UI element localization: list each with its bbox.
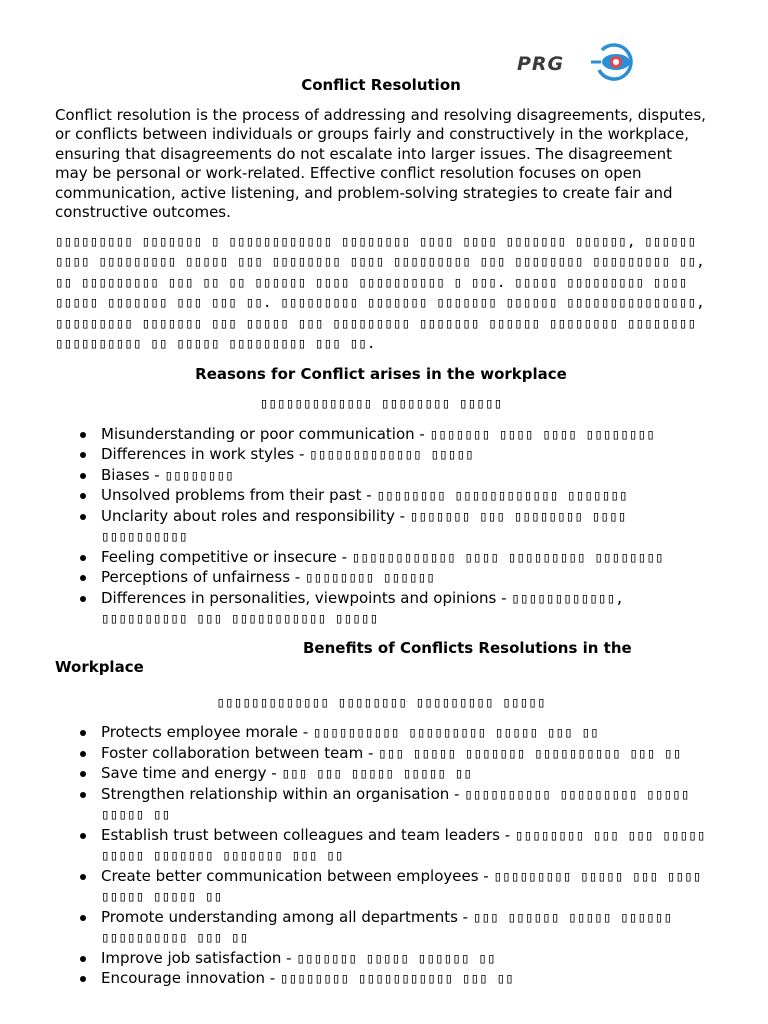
item-hindi: ▯▯▯▯▯▯▯▯▯▯▯▯ ▯▯▯▯ ▯▯▯▯▯▯▯▯▯ ▯▯▯▯▯▯▯▯ [351, 549, 664, 566]
intro-paragraph-hindi [55, 232, 707, 355]
bullet-icon [80, 432, 86, 438]
item-hindi: ▯▯▯▯▯▯▯▯▯▯ ▯▯▯▯▯▯▯▯▯ ▯▯▯▯▯ ▯▯▯ ▯▯ [312, 725, 599, 741]
item-english: Misunderstanding or poor communication - [101, 424, 430, 443]
bullet-icon [80, 771, 86, 777]
page-title: Conflict Resolution [301, 76, 461, 94]
bullet-icon [80, 792, 86, 798]
bullet-icon [80, 874, 86, 880]
item-english: Promote understanding among all departments - [101, 907, 473, 926]
item-hindi: ▯▯▯▯▯▯▯▯ ▯▯▯ ▯▯▯ ▯▯▯▯▯ ▯▯▯▯▯ ▯▯▯▯▯▯▯ ▯▯▯▯▯▯▯ ▯▯▯ ▯▯ [101, 827, 706, 864]
document-body [55, 0, 707, 990]
reasons-heading: Reasons for Conflict arises in the workplace [195, 364, 567, 383]
item-hindi: ▯▯▯▯▯▯▯▯▯▯▯▯▯ ▯▯▯▯▯ [309, 447, 474, 463]
bullet-icon [80, 473, 86, 479]
bullet-icon [80, 915, 86, 921]
bullet-icon [80, 976, 86, 982]
bullet-icon [80, 596, 86, 602]
bullet-icon [80, 730, 86, 736]
list-item [101, 744, 707, 765]
item-english: Unclarity about roles and responsibility - [101, 506, 410, 525]
item-english: Unsolved problems from their past - [101, 486, 377, 504]
list-item [101, 507, 707, 548]
item-english: Protects employee morale - [101, 723, 313, 741]
item-hindi: ▯▯▯ ▯▯▯▯▯▯ ▯▯▯▯▯ ▯▯▯▯▯▯ ▯▯▯▯▯▯▯▯▯▯ ▯▯▯ ▯▯ [101, 909, 673, 946]
item-english: Feeling competitive or insecure - [101, 547, 352, 566]
benefits-list [55, 723, 707, 990]
list-item [101, 723, 707, 744]
list-item [101, 969, 707, 990]
item-english: Biases - [101, 465, 165, 484]
item-hindi: ▯▯▯▯▯▯▯ ▯▯▯ ▯▯▯▯▯▯▯▯ ▯▯▯▯ ▯▯▯▯▯▯▯▯▯▯ [101, 508, 627, 545]
item-hindi: ▯▯▯▯▯▯▯▯ [164, 467, 234, 484]
list-item [101, 466, 707, 487]
item-english: Save time and energy - [101, 764, 282, 782]
bullet-icon [80, 493, 86, 499]
item-english: Establish trust between colleagues and team leaders - [101, 825, 515, 844]
list-item [101, 589, 707, 630]
item-english: Perceptions of unfairness - [101, 568, 305, 586]
bullet-icon [80, 452, 86, 458]
list-item [101, 568, 707, 589]
bullet-icon [80, 575, 86, 581]
list-item [101, 867, 707, 908]
list-item [101, 445, 707, 466]
item-hindi: ▯▯▯ ▯▯▯▯▯ ▯▯▯▯▯▯▯ ▯▯▯▯▯▯▯▯▯▯ ▯▯▯ ▯▯ [378, 745, 682, 762]
bullet-icon [80, 956, 86, 962]
list-item [101, 949, 707, 970]
item-english: Improve job satisfaction - [101, 948, 297, 967]
reasons-heading-hindi [55, 394, 707, 415]
bullet-icon [80, 751, 86, 757]
intro-paragraph-english: Conflict resolution is the process of addressing and resolving disagreements, disputes, or conflicts between individuals or groups fairly and constructively in the workplace, ensuring that disagreements do not escalate into larger issues. The disagreement may be personal or work-related. Effective conflict resolution focuses on open communication, active listening, and problem-solving strategies to create fair and constructive outcomes. [55, 105, 706, 221]
item-hindi: ▯▯▯ ▯▯▯ ▯▯▯▯▯ ▯▯▯▯▯ ▯▯ [281, 766, 473, 782]
item-english: Strengthen relationship within an organisation - [101, 784, 465, 803]
item-english: Differences in work styles - [101, 445, 310, 463]
item-english: Create better communication between employees - [101, 866, 494, 885]
intro-hindi-text: ▯▯▯▯▯▯▯▯▯ ▯▯▯▯▯▯▯ ▯ ▯▯▯▯▯▯▯▯▯▯▯▯ ▯▯▯▯▯▯▯▯ ▯▯▯▯ ▯▯▯▯ ▯▯▯▯▯▯▯ ▯▯▯▯▯▯, ▯▯▯▯▯▯ ▯▯▯▯ ▯▯▯▯▯▯▯▯▯ ▯▯▯▯▯ ▯▯▯ ▯▯▯▯▯▯▯▯ ▯▯▯▯ ▯▯▯▯▯▯▯▯▯ ▯▯▯ ▯▯▯▯▯▯▯▯ ▯▯▯▯▯▯▯▯▯ ▯▯, ▯▯ ▯▯▯▯▯▯▯▯▯ ▯▯▯ ▯▯ ▯▯ ▯▯▯▯▯▯ ▯▯▯▯ ▯▯▯▯▯▯▯▯▯▯ ▯ ▯▯▯. ▯▯▯▯▯ ▯▯▯▯▯▯▯▯▯ ▯▯▯▯ ▯▯▯▯▯ ▯▯▯▯▯▯▯ ▯▯▯ ▯▯▯ ▯▯. ▯▯▯▯▯▯▯▯▯ ▯▯▯▯▯▯▯ ▯▯▯▯▯▯▯ ▯▯▯▯▯▯ ▯▯▯▯▯▯▯▯▯▯▯▯▯▯▯, ▯▯▯▯▯▯▯▯▯ ▯▯▯▯▯▯▯ ▯▯▯ ▯▯▯▯▯ ▯▯▯ ▯▯▯▯▯▯▯▯▯ ▯▯▯▯▯▯▯ ▯▯▯▯▯▯ ▯▯▯▯▯▯▯▯ ▯▯▯▯▯▯▯▯ ▯▯▯▯▯▯▯▯▯▯ ▯▯ ▯▯▯▯▯ ▯▯▯▯▯▯▯▯▯ ▯▯▯ ▯▯. [55, 233, 705, 352]
list-item [101, 908, 707, 949]
item-hindi: ▯▯▯▯▯▯▯▯▯ ▯▯▯▯▯ ▯▯▯ ▯▯▯▯ ▯▯▯▯▯ ▯▯▯▯▯ ▯▯ [101, 868, 702, 905]
reasons-heading-hindi-text: ▯▯▯▯▯▯▯▯▯▯▯▯▯ ▯▯▯▯▯▯▯▯ ▯▯▯▯▯ [259, 396, 503, 412]
list-item [101, 785, 707, 826]
item-english: Encourage innovation - [101, 969, 280, 987]
item-hindi: ▯▯▯▯▯▯▯ ▯▯▯▯▯ ▯▯▯▯▯▯ ▯▯ [296, 950, 496, 967]
list-item [101, 826, 707, 867]
item-english: Differences in personalities, viewpoints and opinions - [101, 588, 512, 607]
benefits-heading: Benefits of Conflicts Resolutions in the Workplace [55, 638, 632, 676]
item-english: Foster collaboration between team - [101, 743, 379, 762]
list-item [101, 764, 707, 785]
list-item [101, 486, 707, 507]
list-item [101, 548, 707, 569]
item-hindi: ▯▯▯▯▯▯▯▯ ▯▯▯▯▯▯ [305, 570, 435, 586]
item-hindi: ▯▯▯▯▯▯▯▯ ▯▯▯▯▯▯▯▯▯▯▯ ▯▯▯ ▯▯ [279, 971, 514, 987]
benefits-heading-hindi [55, 693, 707, 714]
list-item [101, 425, 707, 446]
bullet-icon [80, 555, 86, 561]
item-hindi: ▯▯▯▯▯▯▯▯▯▯ ▯▯▯▯▯▯▯▯▯ ▯▯▯▯▯ ▯▯▯▯▯ ▯▯ [101, 786, 690, 823]
item-hindi: ▯▯▯▯▯▯▯ ▯▯▯▯ ▯▯▯▯ ▯▯▯▯▯▯▯▯ [429, 426, 655, 443]
bullet-icon [80, 514, 86, 520]
bullet-icon [80, 833, 86, 839]
item-hindi: ▯▯▯▯▯▯▯▯▯▯▯▯, ▯▯▯▯▯▯▯▯▯▯ ▯▯▯ ▯▯▯▯▯▯▯▯▯▯▯ ▯▯▯▯▯ [101, 590, 624, 627]
benefits-heading-hindi-text: ▯▯▯▯▯▯▯▯▯▯▯▯▯ ▯▯▯▯▯▯▯▯ ▯▯▯▯▯▯▯▯▯ ▯▯▯▯▯ [216, 694, 546, 711]
reasons-list [55, 425, 707, 630]
logo-wordmark: PRG [517, 53, 565, 75]
item-hindi: ▯▯▯▯▯▯▯▯ ▯▯▯▯▯▯▯▯▯▯▯▯ ▯▯▯▯▯▯▯ [376, 488, 628, 504]
